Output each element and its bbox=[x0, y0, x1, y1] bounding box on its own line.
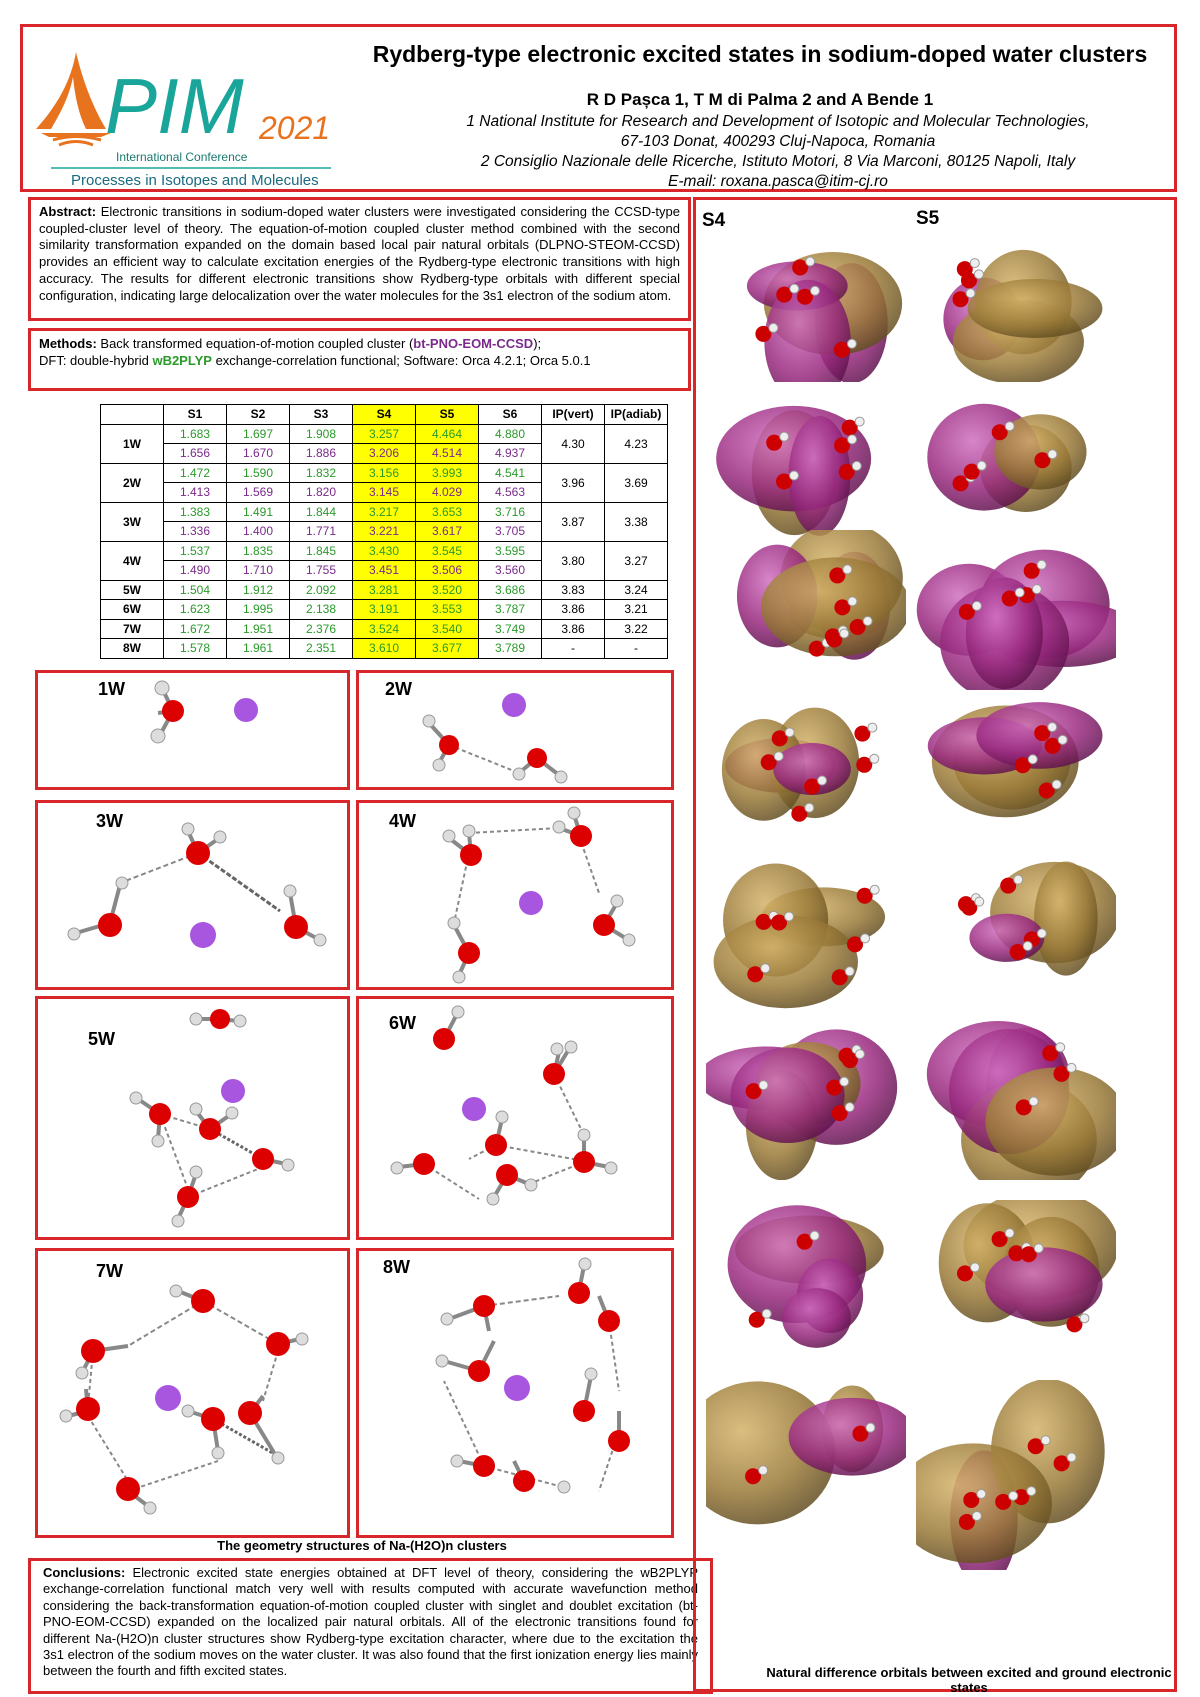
geometry-4w bbox=[356, 800, 674, 990]
dft-value: 3.553 bbox=[416, 600, 479, 620]
dft-value: 3.686 bbox=[479, 580, 542, 600]
abstract-label: Abstract: bbox=[39, 204, 97, 219]
ip-adiab-value: 4.23 bbox=[605, 424, 668, 463]
dft-value: 1.832 bbox=[290, 463, 353, 483]
ccsd-value: 1.820 bbox=[290, 483, 353, 503]
molecule-6w bbox=[359, 999, 677, 1243]
table-row bbox=[101, 463, 668, 483]
geometry-label-1w: 1W bbox=[98, 679, 125, 699]
ccsd-value: 3.145 bbox=[353, 483, 416, 503]
table-row bbox=[101, 424, 668, 444]
orbital-s4-4w bbox=[706, 690, 906, 850]
dft-value: 1.697 bbox=[227, 424, 290, 444]
dft-value: 2.138 bbox=[290, 600, 353, 620]
table-header-row bbox=[101, 405, 668, 425]
row-label-6w: 6W bbox=[101, 600, 164, 620]
ccsd-value: 4.937 bbox=[479, 444, 542, 464]
bt-pno-method: bt-PNO-EOM-CCSD bbox=[413, 336, 534, 351]
table-header-ipadiab: IP(adiab) bbox=[605, 405, 668, 425]
conclusions-text: Electronic excited state energies obtained at DFT level of theory, considering the wB2PLYP exchange-correlation functional match very well with results computed with accurate wavefunction method considering the back-transformation equation-of-motion coupled cluster with singlet and doublet excitation (bt-PNO-EOM-CCSD) expanded on the localized pair natural orbitals. All of the electronic transitions found for different Na-(H2O)n cluster structures show Rydberg-type excitation character, where due to the excitation the 3s1 electron of the sodium moves on the water cluster. It was also found that the first ionization energy lies mainly between the fourth and fifth excited states. bbox=[43, 1565, 698, 1679]
dft-value: 3.217 bbox=[353, 502, 416, 522]
dft-value: 3.716 bbox=[479, 502, 542, 522]
ccsd-value: 1.413 bbox=[164, 483, 227, 503]
dft-value: 1.683 bbox=[164, 424, 227, 444]
abstract-box bbox=[28, 197, 691, 321]
orbitals-panel bbox=[693, 197, 1177, 1695]
dft-value: 1.961 bbox=[227, 639, 290, 659]
ip-adiab-value: 3.24 bbox=[605, 580, 668, 600]
conclusions-box bbox=[28, 1558, 713, 1694]
methods-text1: Back transformed equation-of-motion coupled cluster ( bbox=[100, 336, 414, 351]
dft-value: 1.472 bbox=[164, 463, 227, 483]
table-header-blank bbox=[101, 405, 164, 425]
dft-value: 1.672 bbox=[164, 619, 227, 639]
dft-value: 3.520 bbox=[416, 580, 479, 600]
dft-value: 1.504 bbox=[164, 580, 227, 600]
logo-line2: Processes in Isotopes and Molecules bbox=[71, 172, 319, 187]
table-header-s5: S5 bbox=[416, 405, 479, 425]
dft-value: 1.845 bbox=[290, 541, 353, 561]
methods-text4: exchange-correlation functional; Software: Orca 4.2.1; Orca 5.0.1 bbox=[211, 352, 591, 368]
dft-value: 1.590 bbox=[227, 463, 290, 483]
logo-line1: International Conference bbox=[116, 150, 248, 164]
table-row bbox=[101, 502, 668, 522]
ip-vert-value: 4.30 bbox=[542, 424, 605, 463]
orbital-s4-7w bbox=[706, 1200, 906, 1360]
orbital-s5-5w bbox=[916, 850, 1116, 1010]
dft-value: 1.912 bbox=[227, 580, 290, 600]
dft-value: 3.789 bbox=[479, 639, 542, 659]
geometry-5w bbox=[35, 996, 350, 1240]
molecule-8w bbox=[359, 1251, 677, 1541]
dft-value: 1.491 bbox=[227, 502, 290, 522]
abstract-text: Electronic transitions in sodium-doped water clusters were investigated considering the CCSD-type coupled-cluster level of theory. The equation-of-motion coupled cluster method combined with the second similarity transformation expanded on the domain based local pair natural orbitals (DLPNO-STEOM-CCSD) provides an efficient way to calculate excitation energies of the Rydberg-type electronic transitions with high accuracy. The results for different electronic transitions show Rydberg-type orbitals with different special configuration, indicating large delocalization over the water molecules for the 3s1 electron of the sodium atom. bbox=[39, 204, 680, 303]
ccsd-value: 3.206 bbox=[353, 444, 416, 464]
poster-title: Rydberg-type electronic excited states in sodium-doped water clusters bbox=[372, 41, 1148, 67]
dft-value: 3.653 bbox=[416, 502, 479, 522]
logo-name: PIM bbox=[105, 62, 244, 150]
dft-value: 1.537 bbox=[164, 541, 227, 561]
table-header-s3: S3 bbox=[290, 405, 353, 425]
ccsd-value: 1.670 bbox=[227, 444, 290, 464]
geometry-label-3w: 3W bbox=[96, 811, 123, 831]
geometry-3w bbox=[35, 800, 350, 990]
ccsd-value: 1.710 bbox=[227, 561, 290, 581]
dft-value: 1.995 bbox=[227, 600, 290, 620]
dft-value: 1.623 bbox=[164, 600, 227, 620]
methods-text3: DFT: double-hybrid bbox=[39, 352, 153, 368]
row-label-1w: 1W bbox=[101, 424, 164, 463]
orbital-s4-6w bbox=[706, 1020, 906, 1180]
wb2plyp-method: wB2PLYP bbox=[152, 352, 212, 368]
ccsd-value: 3.617 bbox=[416, 522, 479, 542]
table-header-s2: S2 bbox=[227, 405, 290, 425]
geometry-label-6w: 6W bbox=[389, 1013, 416, 1033]
dft-value: 1.383 bbox=[164, 502, 227, 522]
dft-value: 3.993 bbox=[416, 463, 479, 483]
geometry-1w bbox=[35, 670, 350, 790]
geometry-caption: The geometry structures of Na-(H2O)n clusters bbox=[217, 1538, 507, 1553]
s4-label: S4 bbox=[702, 210, 726, 231]
ip-adiab-value: 3.27 bbox=[605, 541, 668, 580]
conclusions-label: Conclusions: bbox=[43, 1565, 126, 1580]
orbital-s4-8w bbox=[706, 1380, 906, 1570]
geometry-label-5w: 5W bbox=[88, 1029, 115, 1049]
dft-value: 3.524 bbox=[353, 619, 416, 639]
ccsd-value: 3.451 bbox=[353, 561, 416, 581]
ccsd-value: 4.029 bbox=[416, 483, 479, 503]
ccsd-value: 3.560 bbox=[479, 561, 542, 581]
affiliation-3: 2 Consiglio Nazionale delle Ricerche, Istituto Motori, 8 Via Marconi, 80125 Napoli, Italy bbox=[480, 153, 1076, 170]
molecule-4w bbox=[359, 803, 677, 993]
table-body bbox=[101, 424, 668, 658]
ip-vert-value: 3.80 bbox=[542, 541, 605, 580]
orbital-s5-7w bbox=[916, 1200, 1116, 1360]
molecule-5w bbox=[38, 999, 353, 1243]
ccsd-value: 3.221 bbox=[353, 522, 416, 542]
orbital-s5-6w bbox=[916, 1020, 1116, 1180]
dft-value: 3.787 bbox=[479, 600, 542, 620]
ip-vert-value: 3.86 bbox=[542, 619, 605, 639]
orbital-s4-3w bbox=[706, 530, 906, 690]
table-header-ipvert: IP(vert) bbox=[542, 405, 605, 425]
dft-value: 4.464 bbox=[416, 424, 479, 444]
ccsd-value: 3.506 bbox=[416, 561, 479, 581]
row-label-7w: 7W bbox=[101, 619, 164, 639]
ip-vert-value: 3.96 bbox=[542, 463, 605, 502]
dft-value: 3.156 bbox=[353, 463, 416, 483]
orbital-s5-2w bbox=[916, 380, 1116, 540]
poster-header bbox=[20, 24, 1177, 192]
ip-adiab-value: 3.22 bbox=[605, 619, 668, 639]
orbital-s5-8w bbox=[916, 1380, 1116, 1570]
logo-year: 2021 bbox=[259, 110, 331, 146]
ip-vert-value: 3.86 bbox=[542, 600, 605, 620]
ip-adiab-value: 3.69 bbox=[605, 463, 668, 502]
table-row bbox=[101, 619, 668, 639]
methods-label: Methods: bbox=[39, 336, 97, 351]
dft-value: 1.578 bbox=[164, 639, 227, 659]
affiliation-2: 67-103 Donat, 400293 Cluj-Napoca, Romania bbox=[620, 133, 936, 150]
geometry-label-7w: 7W bbox=[96, 1261, 123, 1281]
molecule-3w bbox=[38, 803, 353, 993]
dft-value: 3.749 bbox=[479, 619, 542, 639]
dft-value: 3.257 bbox=[353, 424, 416, 444]
ip-adiab-value: 3.38 bbox=[605, 502, 668, 541]
dft-value: 3.540 bbox=[416, 619, 479, 639]
ccsd-value: 1.336 bbox=[164, 522, 227, 542]
dft-value: 3.281 bbox=[353, 580, 416, 600]
dft-value: 1.908 bbox=[290, 424, 353, 444]
dft-value: 3.545 bbox=[416, 541, 479, 561]
ccsd-value: 3.705 bbox=[479, 522, 542, 542]
molecule-1w bbox=[38, 673, 353, 793]
ccsd-value: 1.755 bbox=[290, 561, 353, 581]
dft-value: 3.610 bbox=[353, 639, 416, 659]
geometry-label-2w: 2W bbox=[385, 679, 412, 699]
ccsd-value: 4.514 bbox=[416, 444, 479, 464]
ccsd-value: 1.569 bbox=[227, 483, 290, 503]
ccsd-value: 1.656 bbox=[164, 444, 227, 464]
ccsd-value: 1.886 bbox=[290, 444, 353, 464]
s5-label: S5 bbox=[916, 208, 940, 229]
dft-value: 3.430 bbox=[353, 541, 416, 561]
table-row bbox=[101, 639, 668, 659]
table-header-s6: S6 bbox=[479, 405, 542, 425]
row-label-5w: 5W bbox=[101, 580, 164, 600]
ccsd-value: 1.490 bbox=[164, 561, 227, 581]
dft-value: 2.376 bbox=[290, 619, 353, 639]
methods-text2: ); bbox=[533, 336, 542, 351]
orbital-s5-1w bbox=[916, 222, 1116, 382]
ccsd-value: 1.771 bbox=[290, 522, 353, 542]
orbital-s4-2w bbox=[706, 380, 906, 540]
affiliation-1: 1 National Institute for Research and Development of Isotopic and Molecular Technologies, bbox=[466, 113, 1090, 130]
geometry-label-4w: 4W bbox=[389, 811, 416, 831]
dft-value: 4.880 bbox=[479, 424, 542, 444]
table-header-s4: S4 bbox=[353, 405, 416, 425]
geometry-8w bbox=[356, 1248, 674, 1538]
dft-value: 1.951 bbox=[227, 619, 290, 639]
dft-value: 2.351 bbox=[290, 639, 353, 659]
dft-value: 3.677 bbox=[416, 639, 479, 659]
table-row bbox=[101, 580, 668, 600]
email: E-mail: roxana.pasca@itim-cj.ro bbox=[668, 173, 888, 190]
methods-box bbox=[28, 328, 691, 391]
geometry-2w bbox=[356, 670, 674, 790]
poster-authors: R D Pașca 1, T M di Palma 2 and A Bende 1 bbox=[586, 90, 934, 109]
orbital-s5-3w bbox=[916, 530, 1116, 690]
ip-vert-value: - bbox=[542, 639, 605, 659]
orbitals-caption: Natural difference orbitals between excited and ground electronic states bbox=[766, 1665, 1172, 1695]
pim-logo bbox=[31, 37, 351, 187]
ccsd-value: 4.563 bbox=[479, 483, 542, 503]
geometry-6w bbox=[356, 996, 674, 1240]
geometry-7w bbox=[35, 1248, 350, 1538]
molecule-2w bbox=[359, 673, 677, 793]
row-label-2w: 2W bbox=[101, 463, 164, 502]
ip-adiab-value: - bbox=[605, 639, 668, 659]
dft-value: 2.092 bbox=[290, 580, 353, 600]
ip-adiab-value: 3.21 bbox=[605, 600, 668, 620]
row-label-3w: 3W bbox=[101, 502, 164, 541]
row-label-8w: 8W bbox=[101, 639, 164, 659]
dft-value: 1.844 bbox=[290, 502, 353, 522]
orbital-s4-5w bbox=[706, 850, 906, 1010]
row-label-4w: 4W bbox=[101, 541, 164, 580]
dft-value: 3.595 bbox=[479, 541, 542, 561]
table-header-s1: S1 bbox=[164, 405, 227, 425]
orbital-s4-1w bbox=[706, 222, 906, 382]
orbital-s5-4w bbox=[916, 690, 1116, 850]
ccsd-value: 1.400 bbox=[227, 522, 290, 542]
table-row bbox=[101, 600, 668, 620]
excitation-energy-table bbox=[100, 404, 668, 659]
molecule-7w bbox=[38, 1251, 353, 1541]
ip-vert-value: 3.87 bbox=[542, 502, 605, 541]
dft-value: 4.541 bbox=[479, 463, 542, 483]
table-row bbox=[101, 541, 668, 561]
dft-value: 1.835 bbox=[227, 541, 290, 561]
ip-vert-value: 3.83 bbox=[542, 580, 605, 600]
geometry-label-8w: 8W bbox=[383, 1257, 410, 1277]
dft-value: 3.191 bbox=[353, 600, 416, 620]
